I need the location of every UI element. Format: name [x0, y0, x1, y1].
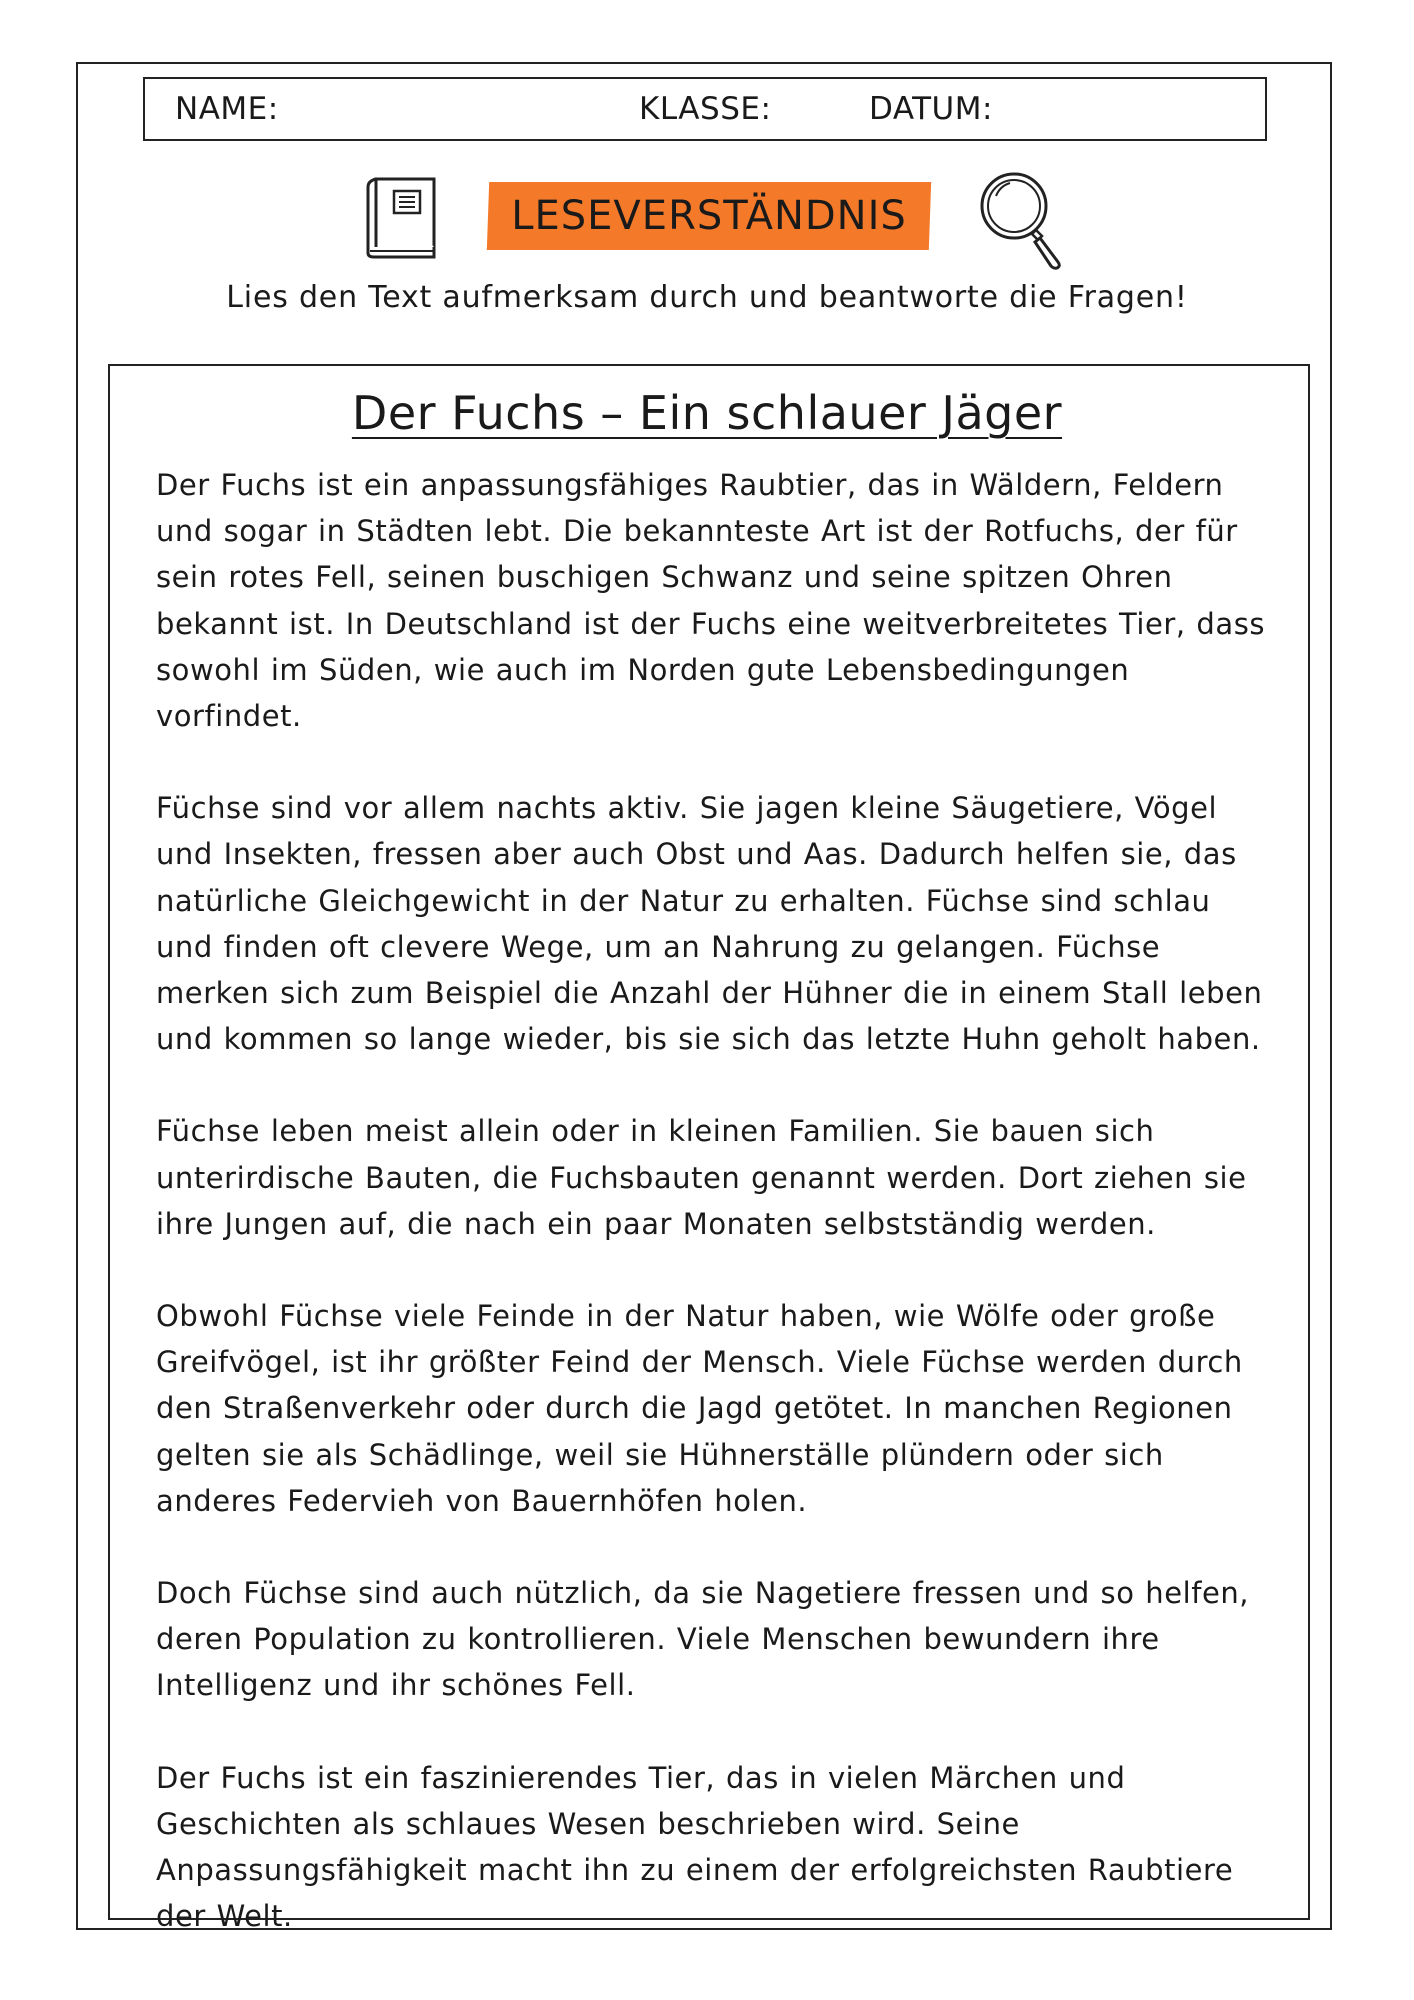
student-info-bar: [143, 77, 1267, 141]
story-paragraph: Der Fuchs ist ein anpassungsfähiges Raubtier, das in Wäldern, Feldern und sogar in Städten lebt. Die bekannteste Art ist der Rotfuchs, der für sein rotes Fell, seinen buschigen Schwanz und seine spitzen Ohren bekannt ist. In Deutschland ist der Fuchs eine weitverbreitetes Tier, dass sowohl im Süden, wie auch im Norden gute Lebensbedingungen vorfindet.: [156, 468, 1266, 734]
story-title: Der Fuchs – Ein schlauer Jäger: [351, 386, 1063, 440]
story-paragraph: Obwohl Füchse viele Feinde in der Natur haben, wie Wölfe oder große Greifvögel, ist ihr größter Feind der Mensch. Viele Füchse werden durch den Straßenverkehr oder durch die Jagd getötet. In manchen Regionen gelten sie als Schädlinge, weil sie Hühnerställe plündern oder sich anderes Federvieh von Bauernhöfen holen.: [156, 1299, 1243, 1518]
story-paragraph: Füchse leben meist allein oder in kleinen Familien. Sie bauen sich unterirdische Bauten, die Fuchsbauten genannt werden. Dort ziehen sie ihre Jungen auf, die nach ein paar Monaten selbstständig werden.: [156, 1114, 1247, 1241]
name-label: NAME:: [175, 91, 279, 127]
magnifier-icon: [976, 168, 1066, 270]
book-icon: [362, 173, 442, 259]
worksheet-title: LESEVERSTÄNDNIS: [511, 193, 907, 239]
story-paragraph: Füchse sind vor allem nachts aktiv. Sie jagen kleine Säugetiere, Vögel und Insekten, fressen aber auch Obst und Aas. Dadurch helfen sie, das natürliche Gleichgewicht in der Natur zu erhalten. Füchse sind schlau und finden oft clevere Wege, um an Nahrung zu gelangen. Füchse merken sich zum Beispiel die Anzahl der Hühner die in einem Stall leben und kommen so lange wieder, bis sie sich das letzte Huhn geholt haben.: [156, 791, 1263, 1057]
story-body: [156, 462, 1266, 1985]
class-label: KLASSE:: [639, 91, 772, 127]
date-label: DATUM:: [869, 91, 993, 127]
instruction-text: Lies den Text aufmerksam durch und beantworte die Fragen!: [226, 280, 1188, 315]
story-paragraph: Doch Füchse sind auch nützlich, da sie Nagetiere fressen und so helfen, deren Population zu kontrollieren. Viele Menschen bewundern ihre Intelligenz und ihr schönes Fell.: [156, 1576, 1250, 1703]
story-paragraph: Der Fuchs ist ein faszinierendes Tier, das in vielen Märchen und Geschichten als schlaues Wesen beschrieben wird. Seine Anpassungsfähigkeit macht ihn zu einem der erfolgreichsten Raubtiere der Welt.: [156, 1760, 1234, 1934]
